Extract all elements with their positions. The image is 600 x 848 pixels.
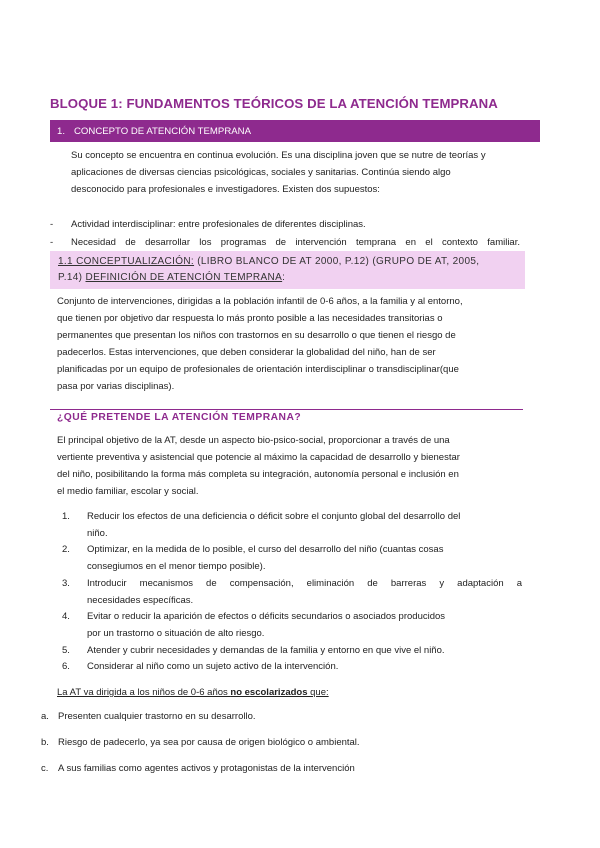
text-line: que tienen por objetivo dar respuesta lo más pronto posible a las necesidades transitorias o xyxy=(57,313,443,324)
list-number: 5. xyxy=(62,644,70,656)
definition-label: DEFINICIÓN DE ATENCIÓN TEMPRANA xyxy=(85,272,283,283)
dash-bullet: - xyxy=(50,236,54,248)
list-item: 4. Evitar o reducir la aparición de efectos o déficits secundarios o asociados producidos por un trastorno o situación de alto riesgo. xyxy=(62,609,522,642)
text-line: vertiente preventiva y asistencial que potencie al máximo la capacidad de desarrollo y bienestar xyxy=(57,452,460,463)
text-line: permanentes que presentan los niños con trastornos en su desarrollo o que tienen el riesgo de xyxy=(57,330,456,341)
list-item: 1. Reducir los efectos de una deficiencia o déficit sobre el conjunto global del desarrollo del niño. xyxy=(62,509,522,542)
supuestos-list xyxy=(50,216,520,252)
text-line: Su concepto se encuentra en continua evolución. Es una disciplina joven que se nutre de teorías y xyxy=(71,150,486,161)
section-divider xyxy=(50,409,523,410)
list-number: 4. xyxy=(62,611,70,623)
text-line: del niño, posibilitando la forma más completa su integración, autonomía personal e inclusión en xyxy=(57,469,459,480)
list-item: - Necesidad de desarrollar los programas de intervención temprana en el contexto familiar. xyxy=(50,234,520,252)
text-line: planificadas por un equipo de profesionales de orientación interdisciplinar o transdisciplinar(que xyxy=(57,364,459,375)
list-item: 3. Introducir mecanismos de compensación, eliminación de barreras y adaptación a necesidades específicas. xyxy=(62,576,522,609)
target-intro: La AT va dirigida a los niños de 0-6 años no escolarizados que: xyxy=(57,687,329,698)
text-line: aplicaciones de diversas ciencias psicológicas, sociales y sanitarias. Continúa siendo algo xyxy=(71,167,451,178)
text-line: pasa por varias disciplinas). xyxy=(57,381,175,392)
text-line: desconocido para profesionales e investigadores. Existen dos supuestos: xyxy=(71,184,380,195)
list-item: 2. Optimizar, en la medida de lo posible, el curso del desarrollo del niño (cuantas cosas consegiumos en el menor tiempo posible). xyxy=(62,542,522,575)
list-item: c. A sus familias como agentes activos y protagonistas de la intervención xyxy=(41,763,521,789)
list-number: 6. xyxy=(62,661,70,673)
list-item: b. Riesgo de padecerlo, ya sea por causa de origen biológico o ambiental. xyxy=(41,737,521,763)
list-number: 1. xyxy=(62,511,70,522)
objectives-heading: ¿QUÉ PRETENDE LA ATENCIÓN TEMPRANA? xyxy=(57,412,302,423)
intro-paragraph xyxy=(71,147,531,198)
objectives-list xyxy=(62,509,522,676)
list-letter: a. xyxy=(41,711,49,722)
page-title: BLOQUE 1: FUNDAMENTOS TEÓRICOS DE LA ATENCIÓN TEMPRANA xyxy=(50,96,498,111)
subsection-heading-box: 1.1 CONCEPTUALIZACIÓN: (LIBRO BLANCO DE AT 2000, P.12) (GRUPO DE AT, 2005, P.14) DEFINICIÓN DE ATENCIÓN TEMPRANA: xyxy=(50,251,525,289)
list-item: - Actividad interdisciplinar: entre profesionales de diferentes disciplinas. xyxy=(50,216,520,234)
section-heading: CONCEPTO DE ATENCIÓN TEMPRANA xyxy=(74,125,251,137)
list-letter: b. xyxy=(41,737,49,748)
objectives-paragraph xyxy=(57,432,519,500)
subsection-label: 1.1 CONCEPTUALIZACIÓN: xyxy=(58,256,195,267)
list-item: 5. Atender y cubrir necesidades y demandas de la familia y entorno en que vive el niño. xyxy=(62,643,522,660)
section-number: 1. xyxy=(57,125,66,137)
list-number: 2. xyxy=(62,544,70,556)
section-heading-band xyxy=(50,120,540,142)
list-item: a. Presenten cualquier trastorno en su desarrollo. xyxy=(41,711,521,737)
text-line: Conjunto de intervenciones, dirigidas a la población infantil de 0-6 años, a la familia y al entorno, xyxy=(57,296,463,307)
dash-bullet: - xyxy=(50,218,54,230)
list-number: 3. xyxy=(62,577,70,589)
text-line: el medio familiar, escolar y social. xyxy=(57,486,199,497)
text-line: padecerlos. Estas intervenciones, que deben considerar la globalidad del niño, han de ser xyxy=(57,347,436,358)
list-letter: c. xyxy=(41,763,49,774)
text-line: El principal objetivo de la AT, desde un aspecto bio-psico-social, proporcionar a través de una xyxy=(57,435,450,446)
definition-paragraph xyxy=(57,293,519,395)
list-item: 6. Considerar al niño como un sujeto activo de la intervención. xyxy=(62,659,522,676)
target-list xyxy=(41,711,521,789)
